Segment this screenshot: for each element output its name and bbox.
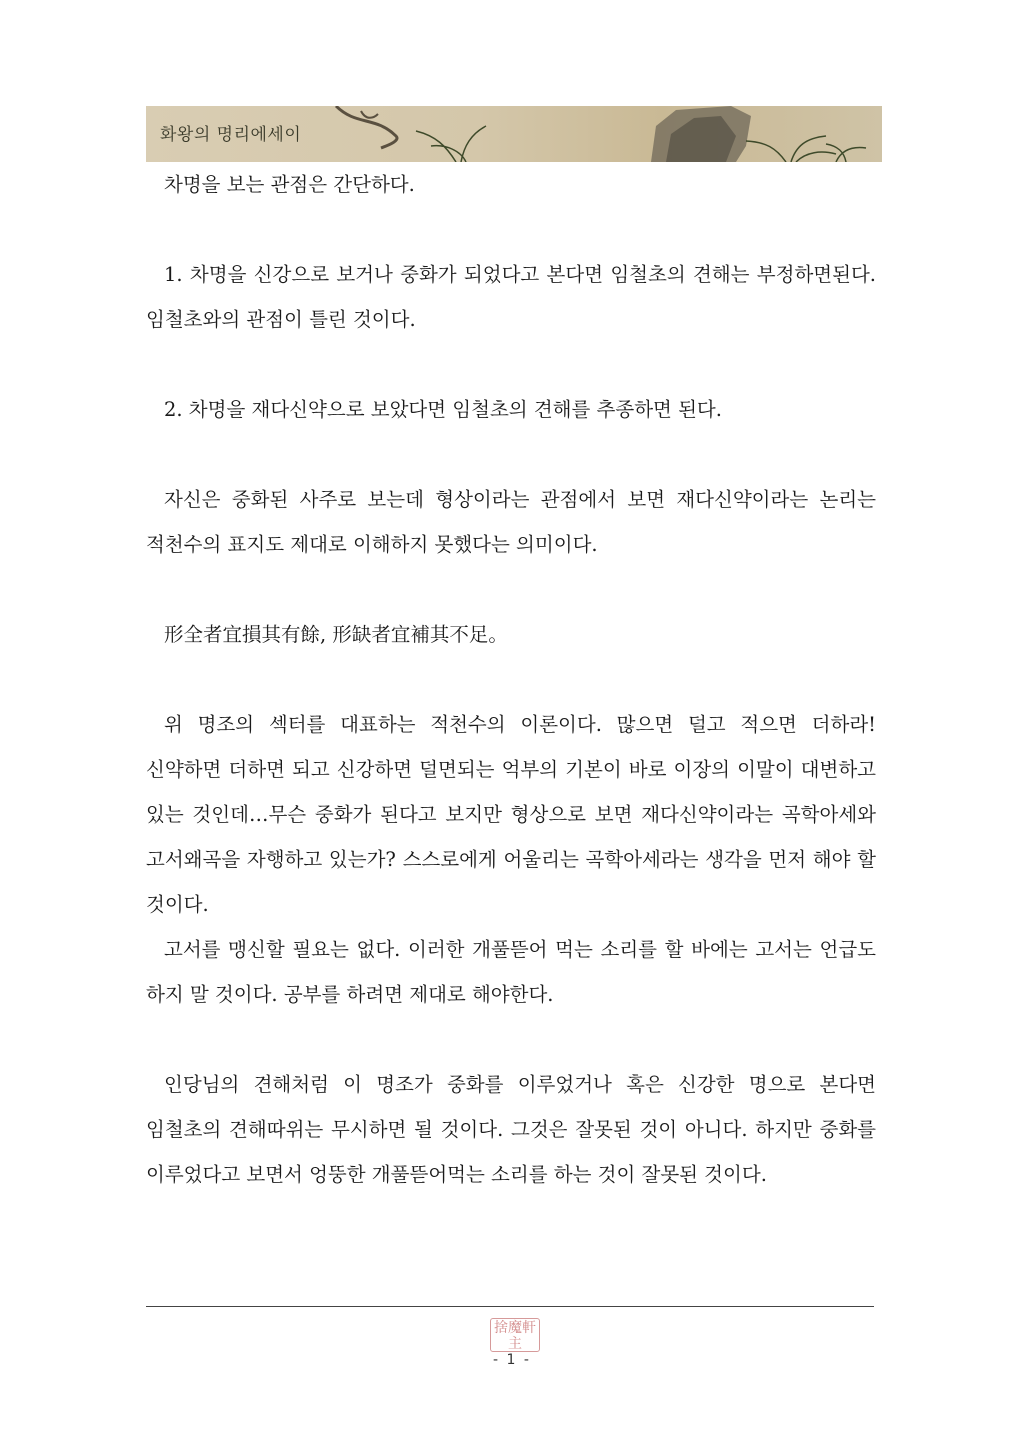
document-body	[146, 162, 876, 1197]
paragraph-2: 1. 차명을 신강으로 보거나 중화가 되었다고 본다면 임철초의 견해는 부정하면된다. 임철초와의 관점이 틀린 것이다.	[146, 263, 876, 331]
paragraph-4: 자신은 중화된 사주로 보는데 형상이라는 관점에서 보면 재다신약이라는 논리는 적천수의 표지도 제대로 이해하지 못했다는 의미이다.	[146, 488, 876, 556]
page-number: - 1 -	[493, 1352, 531, 1368]
paragraph-1: 차명을 보는 관점은 간단하다.	[164, 173, 415, 196]
blank-line	[146, 1017, 876, 1062]
blank-line	[146, 432, 876, 477]
paragraph-7: 인당님의 견해처럼 이 명조가 중화를 이루었거나 혹은 신강한 명으로 본다면 임철초의 견해따위는 무시하면 될 것이다. 그것은 잘못된 것이 아니다. 하지만 중화를 이루었다고 보면서 엉뚱한 개풀뜯어먹는 소리를 하는 것이 잘못된 것이다.	[146, 1073, 876, 1186]
banner-title: 화왕의 명리에세이	[160, 125, 302, 145]
blank-line	[146, 342, 876, 387]
classical-quote: 形全者宜損其有餘, 形缺者宜補其不足。	[164, 623, 508, 646]
footer-rule	[146, 1306, 874, 1307]
blank-line	[146, 207, 876, 252]
seal-text: 捨魔軒主	[494, 1320, 536, 1352]
blank-line	[146, 657, 876, 702]
blank-line	[146, 567, 876, 612]
paragraph-6: 고서를 맹신할 필요는 없다. 이러한 개풀뜯어 먹는 소리를 할 바에는 고서는 언급도 하지 말 것이다. 공부를 하려면 제대로 해야한다.	[146, 938, 876, 1006]
seal-stamp	[490, 1318, 540, 1352]
paragraph-3: 2. 차명을 재다신약으로 보았다면 임철초의 견해를 추종하면 된다.	[164, 398, 722, 421]
header-banner	[146, 106, 882, 162]
paragraph-5: 위 명조의 섹터를 대표하는 적천수의 이론이다. 많으면 덜고 적으면 더하라! 신약하면 더하면 되고 신강하면 덜면되는 억부의 기본이 바로 이장의 이말이 대변하고 있는 것인데…무슨 중화가 된다고 보지만 형상으로 보면 재다신약이라는 곡학아세와 고서왜곡을 자행하고 있는가? 스스로에게 어울리는 곡학아세라는 생각을 먼저 해야 할 것이다.	[146, 713, 876, 916]
